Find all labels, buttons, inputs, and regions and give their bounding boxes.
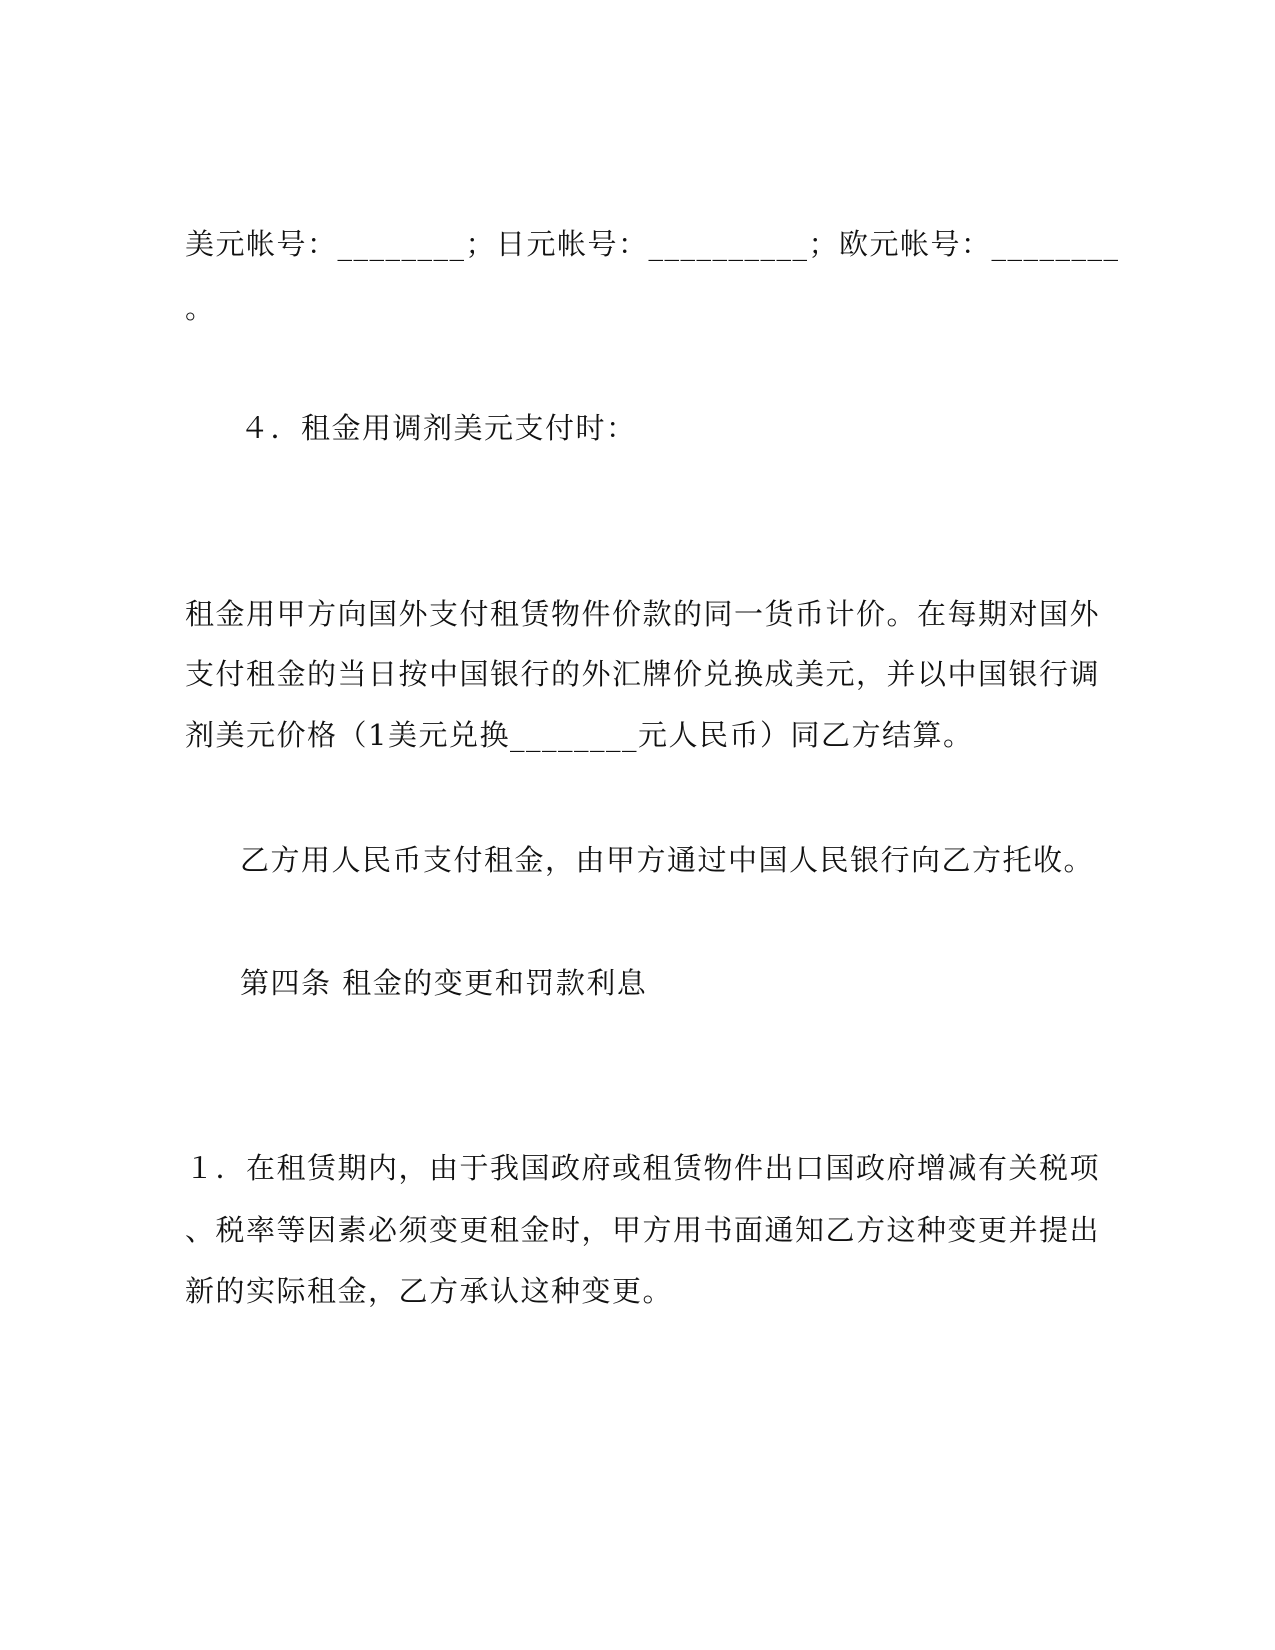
article-4-title: 第四条 租金的变更和罚款利息 [240, 966, 648, 1000]
paragraph-1-line-2: 支付租金的当日按中国银行的外汇牌价兑换成美元，并以中国银行调 [185, 657, 1101, 691]
paragraph-3-line-3: 新的实际租金，乙方承认这种变更。 [185, 1274, 674, 1308]
account-numbers-line: 美元帐号：________；日元帐号：__________；欧元帐号：________ [185, 227, 1120, 261]
account-numbers-line-end: 。 [185, 291, 216, 325]
paragraph-3-line-1: １．在租赁期内，由于我国政府或租赁物件出口国政府增减有关税项 [185, 1151, 1101, 1185]
paragraph-2: 乙方用人民币支付租金，由甲方通过中国人民银行向乙方托收。 [240, 843, 1095, 877]
paragraph-1-line-3: 剂美元价格（1美元兑换________元人民币）同乙方结算。 [185, 718, 974, 752]
item-4-heading: ４．租金用调剂美元支付时： [240, 411, 637, 445]
paragraph-3-line-2: 、税率等因素必须变更租金时，甲方用书面通知乙方这种变更并提出 [185, 1213, 1101, 1247]
paragraph-1-line-1: 租金用甲方向国外支付租赁物件价款的同一货币计价。在每期对国外 [185, 597, 1101, 631]
